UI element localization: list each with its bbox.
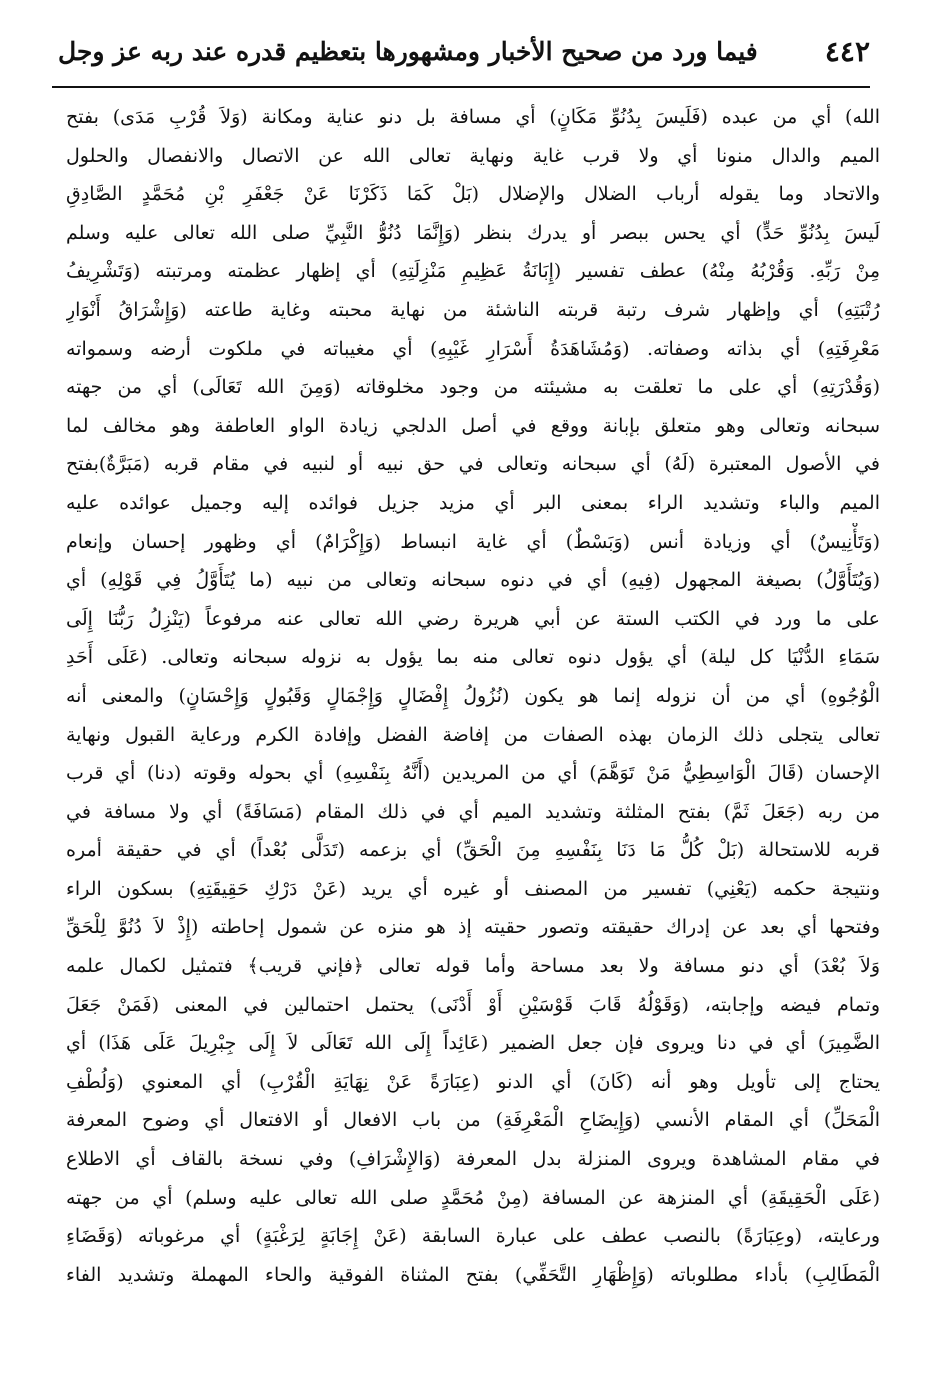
text-line: (وَتَأْنِيسٌ) أي وزيادة أنس (وَبَسْطٌ) أي غاية انبساط (وَإِكْرَامٌ) أي وظهور إحسان وإنعام (66, 530, 880, 553)
text-line: الميم والباء وتشديد الراء بمعنى البر أي مزيد جزيل فوائده إليه وجميل عوائده عليه (66, 491, 880, 514)
text-line: الْمَطَالِبِ) بأداء مطلوباته (وَإِظْهَارِ التَّحَفِّي) بفتح المثناة الفوقية والحاء المهملة وتشديد الفاء (66, 1263, 880, 1286)
text-line: الْمَحَلِّ) أي المقام الأنسي (وَإِيضَاحِ الْمَعْرِفَةِ) من باب الافعال أو الافتعال أي وضوح المعرفة (66, 1109, 880, 1132)
body-text (66, 98, 880, 1368)
text-line: تعالى يتجلى ذلك الزمان بهذه الصفات من إفاضة الفضل وإفادة الكرم ورعاية القبول ونهاية (66, 723, 880, 746)
text-line (66, 1294, 880, 1333)
text-line: الإحسان (قَالَ الْوَاسِطِيُّ مَنْ تَوَهَّمَ) أي من المريدين (أَنَّهُ بِنَفْسِهِ) أي بحوله وقوته (دنا) أي قرب (66, 762, 880, 785)
text-line: سبحانه وتعالى وهو متعلق بإبانة ووقع في أصل الدلجي زيادة الواو العاطفة وهو مخالف لما (66, 414, 880, 437)
page-header (58, 28, 870, 74)
text-line: الميم والدال منونا أي ولا قرب غاية ونهاية تعالى الله عن الاتصال والانفصال والحلول (66, 144, 880, 167)
text-line: في الأصول المعتبرة (لَهُ) أي سبحانه وتعالى في حق نبيه أو لنبيه في مقام قربه (مَبَرَّةٌ)بفتح (66, 453, 880, 476)
text-line: في مقام المشاهدة ويروى المنزلة بدل المعرفة (وَالإِشْرَافِ) وفي نسخة بالقاف أي الاطلاع (66, 1148, 880, 1171)
text-line: (وَيُتَأَوَّلُ) بصيغة المجهول (فِيهِ) أي في دنوه سبحانه وتعالى من نبيه (ما يُتَأَوَّلُ فِي قَوْلِهِ) أي (66, 569, 880, 592)
text-line: على ما ورد في الكتب الستة عن أبي هريرة رضي الله تعالى عنه مرفوعاً (يَنْزِلُ رَبُّنَا إِلَى (66, 607, 880, 630)
text-line: مَعْرِفَتِهِ) أي بذاته وصفاته. (وَمُشَاهَدَةُ أَسْرَارِ غَيْبِهِ) أي مغيباته في ملكوت أرضه وسمواته (66, 337, 880, 360)
page-number: ٤٤٢ (824, 34, 870, 68)
header-rule (52, 86, 870, 88)
text-line: لَيسَ بِدُنُوِّ حَدٍّ) أي يحس ببصر أو يدرك بنظر (وَإِنَّمَا دُنُوُّ النَّبِيِّ صلى الله تعالى عليه وسلم (66, 221, 880, 244)
text-line: والاتحاد وما يقوله أرباب الضلال والإضلال (بَلْ كَمَا ذَكَرْنَا عَنْ جَعْفَرِ بْنِ مُحَمَّدٍ الصَّادِقِ (66, 183, 880, 206)
text-line: سَمَاءِ الدُّنْيَا كل ليلة) أي يؤول دنوه تعالى منه بما يؤول به نزوله سبحانه وتعالى. (عَلَى أَحَدِ (66, 646, 880, 669)
text-line: ورعايته، (وعِبَارَةً) بالنصب عطف على عبارة السابقة (عَنْ إِجَابَةٍ لِرَغْبَةٍ) أي مرغوباته (وَقَضَاءِ (66, 1225, 880, 1248)
text-line: من ربه (جَعَلَ ثَمَّ) بفتح المثلثة وتشديد الميم أي في ذلك المقام (مَسَافَةً) أي ولا مسافة في (66, 800, 880, 823)
text-line: وتمام فيضه وإجابته، (وَقَوْلُهُ قَابَ قَوْسَيْنِ أَوْ أَدْنَى) يحتمل احتمالين في المعنى (فَمَنْ جَعَلَ (66, 993, 880, 1016)
text-line: الله) أي من عبده (فَلَيسَ بِدُنُوِّ مَكَانٍ) أي مسافة بل دنو عناية ومكانة (وَلاَ قُرْبِ مَدَى) بفتح (66, 106, 880, 128)
text-line: الْوُجُوهِ) أي من أن نزوله إنما هو يكون (نُزُولُ إِفْضَالٍ وَإِجْمَالٍ وَقَبُولٍ وَإِحْسَانٍ) والمعنى أنه (66, 684, 880, 707)
text-line: رُتْبَتِهِ) أي وإظهار شرف رتبة قربته الناشئة من نهاية محبته وغاية طاعته (وَإِشْرَاقُ أَنْوَارِ (66, 298, 880, 321)
running-title: فيما ورد من صحيح الأخبار ومشهورها بتعظيم قدره عند ربه عز وجل (58, 36, 758, 66)
text-line: قربه للاستحالة (بَلْ كُلُّ مَا دَنَا بِنَفْسِهِ مِنَ الْحَقِّ) أي بزعمه (تَدَلَّى بُعْداً) أي في حقيقة أمره (66, 839, 880, 862)
text-line: (وَقُدْرَتِهِ) أي على ما تعلقت به مشيئته من وجود مخلوقاته (وَمِنَ الله تَعَالَى) أي من جهته (66, 376, 880, 399)
text-line: وَلاَ بُعْدَ) أي دنو مسافة ولا بعد مساحة وأما قوله تعالى ﴿فإني قريب﴾ فتمثيل لكمال علمه (66, 955, 880, 978)
text-line: ونتيجة حكمه (يَعْنِي) تفسير من المصنف أو غيره أي يريد (عَنْ دَرْكِ حَقِيقَتِهِ) بسكون الراء (66, 877, 880, 900)
text-line: يحتاج إلى تأويل وهو أنه (كَانَ) أي الدنو (عِبَارَةً عَنْ نِهَايَةِ الْقُرْبِ) أي المعنوي (وَلُطْفِ (66, 1070, 880, 1093)
text-line: مِنْ رَبِّهِ. وَقُرْبُهُ مِنْهُ) عطف تفسير (إِبَانَةُ عَظِيمِ مَنْزِلَتِهِ) أي إظهار عظمته ومرتبته (وَتَشْرِيفُ (66, 260, 880, 283)
text-line: وفتحها أي بعد عن إدراك حقيقته وتصور حقيته إذ هو منزه عن شمول إحاطته (إِذْ لاَ دُنُوَّ لِلْحَقِّ (66, 916, 880, 939)
text-line: (عَلَى الْحَقِيقَةِ) أي المنزهة عن المسافة (مِنْ مُحَمَّدٍ صلى الله تعالى عليه وسلم) أي من جهته (66, 1186, 880, 1209)
text-line: الضَّمِيرَ) أي في دنا ويروى فإن جعل الضمير (عَائِداً إِلَى الله تَعَالَى لاَ إِلَى جِبْرِيلَ عَلَى هَذَا) أي (66, 1032, 880, 1055)
